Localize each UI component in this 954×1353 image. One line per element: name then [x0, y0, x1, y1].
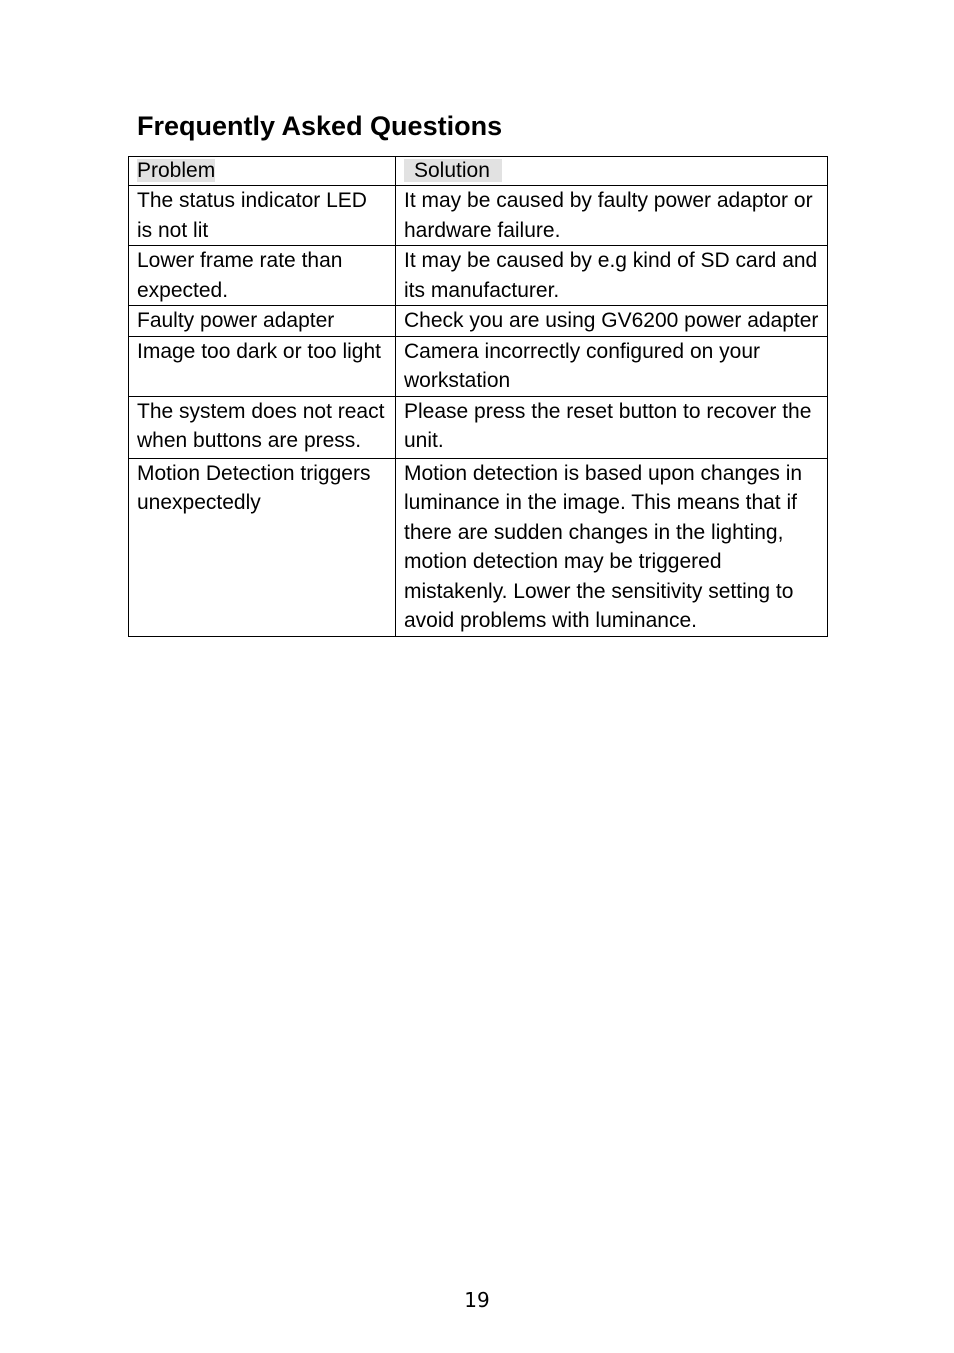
problem-cell: Image too dark or too light — [129, 336, 396, 396]
problem-cell: Motion Detection triggers unexpectedly — [129, 458, 396, 636]
table-row — [129, 458, 828, 636]
column-header-solution-label: Solution — [404, 159, 502, 182]
table-header-row — [129, 157, 828, 186]
column-header-solution — [396, 157, 828, 186]
faq-table — [128, 156, 828, 637]
solution-cell: Camera incorrectly configured on your workstation — [396, 336, 828, 396]
problem-cell: Faulty power adapter — [129, 306, 396, 337]
problem-cell: The status indicator LED is not lit — [129, 186, 396, 246]
solution-cell: It may be caused by faulty power adaptor or hardware failure. — [396, 186, 828, 246]
problem-cell: Lower frame rate than expected. — [129, 246, 396, 306]
table-row — [129, 396, 828, 458]
page-number: 19 — [464, 1288, 490, 1312]
page-title: Frequently Asked Questions — [137, 111, 503, 141]
solution-cell: Motion detection is based upon changes in luminance in the image. This means that if there are sudden changes in the lighting, motion detection may be triggered mistakenly. Lower the sensitivity setting to avoid problems with luminance. — [396, 458, 828, 636]
table-row — [129, 336, 828, 396]
solution-cell: Check you are using GV6200 power adapter — [396, 306, 828, 337]
column-header-problem — [129, 157, 396, 186]
table-row — [129, 306, 828, 337]
solution-cell: It may be caused by e.g kind of SD card and its manufacturer. — [396, 246, 828, 306]
solution-cell: Please press the reset button to recover the unit. — [396, 396, 828, 458]
table-row — [129, 186, 828, 246]
problem-cell: The system does not react when buttons are press. — [129, 396, 396, 458]
table-row — [129, 246, 828, 306]
column-header-problem-label: Problem — [137, 159, 216, 182]
